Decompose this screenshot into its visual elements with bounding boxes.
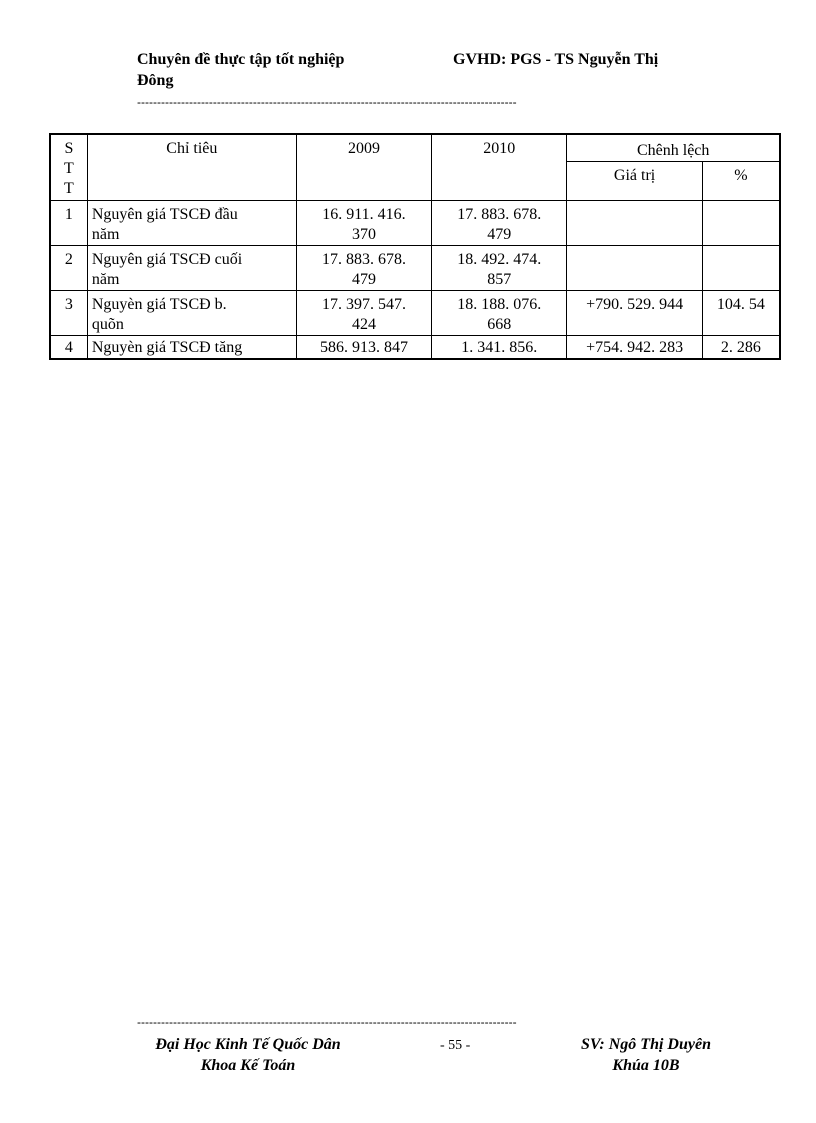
student-name: SV: Ngô Thị Duyên: [581, 1036, 711, 1053]
line: 16. 911. 416.: [322, 206, 406, 223]
cell-percent: 104. 54: [702, 291, 780, 336]
table-header-row: [50, 134, 780, 162]
cell-2010: [432, 246, 567, 291]
stt-letter: T: [64, 160, 74, 177]
cell-2010: [432, 336, 567, 360]
cell-chi-tieu: [87, 291, 296, 336]
line: 18. 492. 474.: [457, 251, 542, 268]
line: 17. 397. 547.: [321, 296, 406, 313]
course-name: Khúa 10B: [612, 1057, 680, 1074]
header-stt: [50, 134, 87, 201]
line: 17. 883. 678.: [457, 206, 542, 223]
line: 586. 913. 847: [319, 339, 408, 356]
table-row: [50, 336, 780, 360]
cell-percent: 2. 286: [702, 336, 780, 360]
cell-chi-tieu: [87, 336, 296, 360]
asset-table: [49, 133, 781, 360]
cell-percent: [702, 246, 780, 291]
table-row: [50, 246, 780, 291]
page-number: - 55 -: [440, 1038, 471, 1053]
header-2009: 2009: [296, 134, 431, 201]
cell-stt: 1: [50, 201, 87, 246]
cell-stt: 3: [50, 291, 87, 336]
header-divider: -----------------------------------------------------------------------------------------------: [137, 96, 517, 108]
cell-2009: [296, 291, 431, 336]
stt-letter: T: [64, 180, 74, 197]
cell-stt: 4: [50, 336, 87, 360]
footer-student-block: [566, 1034, 726, 1076]
doc-title: Chuyên đề thực tập tốt nghiệp: [137, 51, 345, 68]
header-chenh-lech: Chênh lệch: [567, 134, 780, 162]
line: Nguyèn giá TSCĐ tăng: [91, 339, 243, 356]
line: Nguyên giá TSCĐ cuối: [91, 251, 243, 268]
line: Nguyên giá TSCĐ đầu: [91, 206, 238, 223]
cell-chi-tieu: [87, 201, 296, 246]
line: Nguyèn giá TSCĐ b.: [91, 296, 227, 313]
line: 479: [351, 271, 376, 288]
line: 18. 188. 076.: [457, 296, 542, 313]
line: 1. 341. 856.: [461, 339, 538, 356]
header-2010: 2010: [432, 134, 567, 201]
cell-percent: [702, 201, 780, 246]
supervisor-name-cont: Đông: [137, 72, 174, 89]
cell-2009: [296, 246, 431, 291]
cell-stt: 2: [50, 246, 87, 291]
cell-gia-tri: [567, 201, 702, 246]
line: 668: [487, 316, 512, 333]
cell-gia-tri: +790. 529. 944: [567, 291, 702, 336]
header-gia-tri: Giá trị: [567, 162, 702, 201]
cell-2010: [432, 201, 567, 246]
stt-letter: S: [64, 140, 74, 157]
header-chi-tieu: Chỉ tiêu: [87, 134, 296, 201]
line: năm: [91, 271, 120, 288]
cell-gia-tri: +754. 942. 283: [567, 336, 702, 360]
line: quõn: [91, 316, 124, 333]
school-name: Đại Học Kinh Tế Quốc Dân: [155, 1036, 341, 1053]
cell-2009: [296, 201, 431, 246]
supervisor-label: GVHD: PGS - TS Nguyễn Thị: [453, 51, 659, 68]
line: 424: [351, 316, 376, 333]
cell-chi-tieu: [87, 246, 296, 291]
footer-school-block: [135, 1034, 361, 1076]
cell-gia-tri: [567, 246, 702, 291]
header-percent: %: [702, 162, 780, 201]
faculty-name: Khoa Kế Toán: [200, 1057, 296, 1074]
line: 479: [487, 226, 512, 243]
cell-2009: [296, 336, 431, 360]
table-row: [50, 201, 780, 246]
line: 17. 883. 678.: [321, 251, 406, 268]
cell-2010: [432, 291, 567, 336]
table-row: [50, 291, 780, 336]
line: năm: [91, 226, 120, 243]
line: 857: [487, 271, 512, 288]
line: 370: [351, 226, 376, 243]
footer-divider: -----------------------------------------------------------------------------------------------: [137, 1016, 517, 1028]
